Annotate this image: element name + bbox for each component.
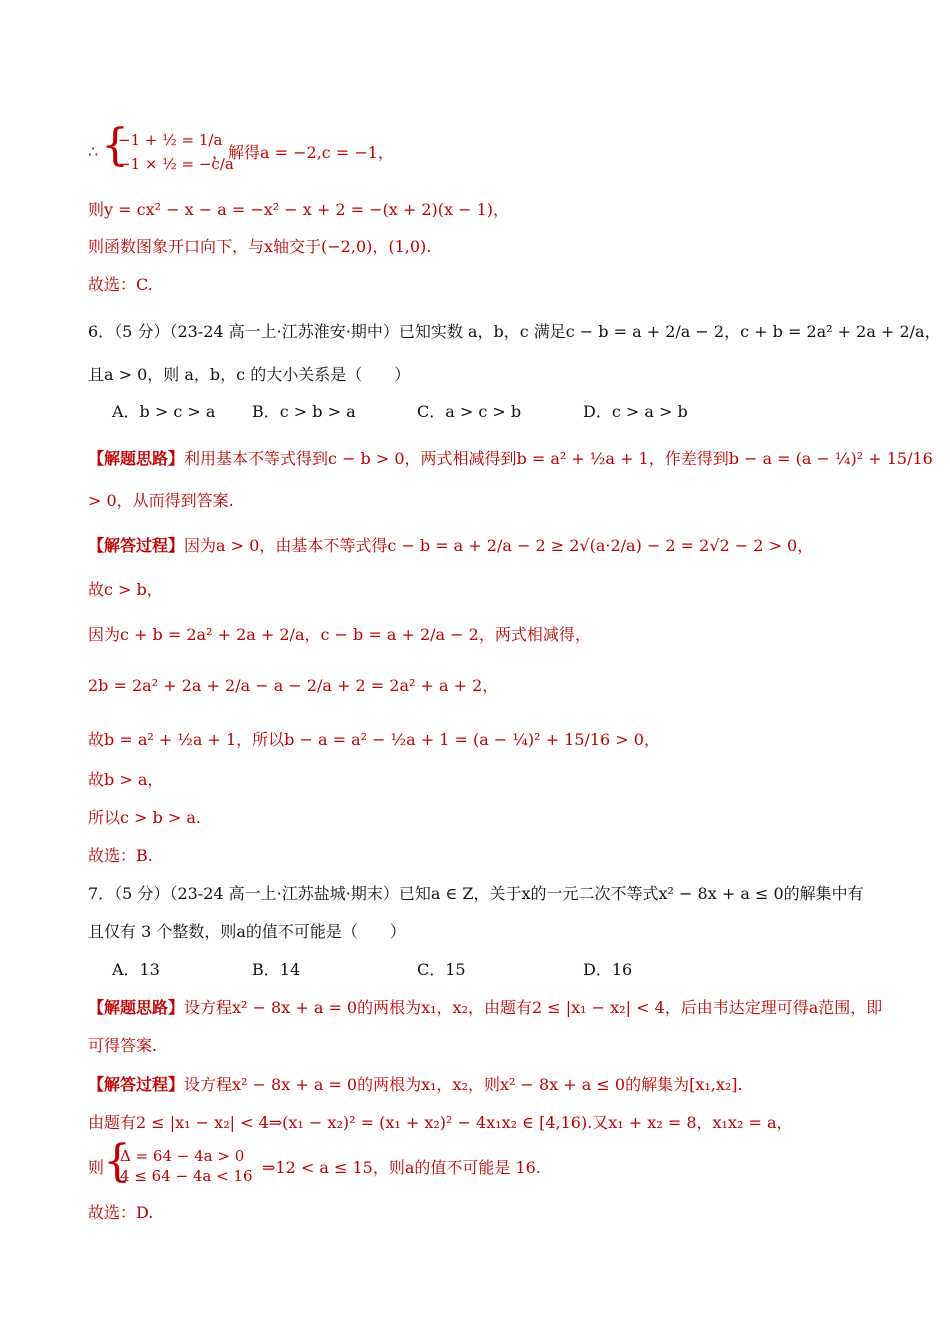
- graph-description: 则函数图象开口向下，与x轴交于(−2,0)，(1,0).: [88, 237, 432, 256]
- q6-process-line5: 故b = a² + ½a + 1，所以b − a = a² − ½a + 1 = (a − ¼)² + 15/16 > 0，: [88, 730, 660, 749]
- q7-process-conclusion: ⇒12 < a ≤ 15，则a的值不可能是 16.: [262, 1158, 541, 1177]
- q7-stem-line2: 且仅有 3 个整数，则a的值不可能是（ ）: [88, 922, 406, 941]
- q7-process-tag: 【解答过程】: [88, 1075, 185, 1094]
- q7-option-c: C．15: [417, 960, 466, 979]
- q7-answer: 故选：D.: [88, 1203, 154, 1222]
- q6-process-line7: 所以c > b > a.: [88, 808, 201, 827]
- system-line-1: −1 + ½ = 1/a: [118, 131, 223, 149]
- q7-process-then: 则: [88, 1158, 105, 1177]
- q6-option-d: D．c > a > b: [583, 402, 688, 421]
- q7-system-brace: {: [103, 1136, 131, 1187]
- q7-system-line1: Δ = 64 − 4a > 0: [120, 1147, 245, 1165]
- q6-answer: 故选：B.: [88, 846, 153, 865]
- q7-idea-line1: [88, 997, 882, 1019]
- q6-idea-tag: 【解题思路】: [88, 449, 185, 468]
- q6-process-line1: [88, 535, 813, 557]
- system-line-2: −1 × ½ = −c/a: [118, 155, 234, 173]
- q7-option-d: D．16: [583, 960, 633, 979]
- q6-process-line6: 故b > a，: [88, 770, 164, 789]
- solve-result: ，解得a = −2,c = −1，: [212, 143, 394, 162]
- function-expression: 则y = cx² − x − a = −x² − x + 2 = −(x + 2)(x − 1)，: [88, 200, 510, 219]
- q7-process-line1: [88, 1074, 743, 1096]
- q6-stem-line2: 且a > 0，则 a，b，c 的大小关系是（ ）: [88, 365, 411, 384]
- q7-process-line2: 由题有2 ≤ |x₁ − x₂| < 4⇒(x₁ − x₂)² = (x₁ + x₂)² − 4x₁x₂ ∈ [4,16).又x₁ + x₂ = 8，x₁x₂ = a，: [88, 1113, 793, 1132]
- q7-stem-line1: 7．（5 分）（23-24 高一上·江苏盐城·期末）已知a ∈ Z，关于x的一元二次不等式x² − 8x + a ≤ 0的解集中有: [88, 884, 864, 903]
- q6-process-line2: 故c > b，: [88, 580, 163, 599]
- system-brace: {: [101, 120, 129, 171]
- q5-answer: 故选：C.: [88, 275, 153, 294]
- q7-option-a: A．13: [112, 960, 160, 979]
- q6-idea-line2: > 0，从而得到答案.: [88, 491, 234, 510]
- q6-option-c: C．a > c > b: [417, 402, 522, 421]
- q7-idea-tag: 【解题思路】: [88, 998, 185, 1017]
- q6-process-line4: 2b = 2a² + 2a + 2/a − a − 2/a + 2 = 2a² + a + 2，: [88, 676, 499, 695]
- q6-process-line3: 因为c + b = 2a² + 2a + 2/a，c − b = a + 2/a − 2，两式相减得，: [88, 625, 591, 644]
- q6-option-a: A．b > c > a: [112, 402, 216, 421]
- therefore-symbol: ∴: [88, 142, 99, 161]
- q6-process-tag: 【解答过程】: [88, 536, 185, 555]
- q6-process-text1: 因为a > 0，由基本不等式得c − b = a + 2/a − 2 ≥ 2√(a·2/a) − 2 = 2√2 − 2 > 0，: [184, 536, 814, 555]
- q6-stem-line1: 6．（5 分）（23-24 高一上·江苏淮安·期中）已知实数 a，b，c 满足c − b = a + 2/a − 2，c + b = 2a² + 2a + 2/a，: [88, 322, 941, 341]
- q6-option-b: B．c > b > a: [252, 402, 356, 421]
- q7-idea-text1: 设方程x² − 8x + a = 0的两根为x₁，x₂，由题有2 ≤ |x₁ − x₂| < 4，后由韦达定理可得a范围，即: [184, 998, 883, 1017]
- q6-idea-line1: [88, 448, 933, 470]
- q7-process-text1: 设方程x² − 8x + a = 0的两根为x₁，x₂，则x² − 8x + a ≤ 0的解集为[x₁,x₂].: [184, 1075, 743, 1094]
- q7-option-b: B．14: [252, 960, 301, 979]
- q7-system-line2: 4 ≤ 64 − 4a < 16: [120, 1167, 253, 1185]
- q7-idea-line2: 可得答案.: [88, 1036, 158, 1055]
- q6-idea-text1: 利用基本不等式得到c − b > 0，两式相减得到b = a² + ½a + 1，作差得到b − a = (a − ¼)² + 15/16: [184, 449, 933, 468]
